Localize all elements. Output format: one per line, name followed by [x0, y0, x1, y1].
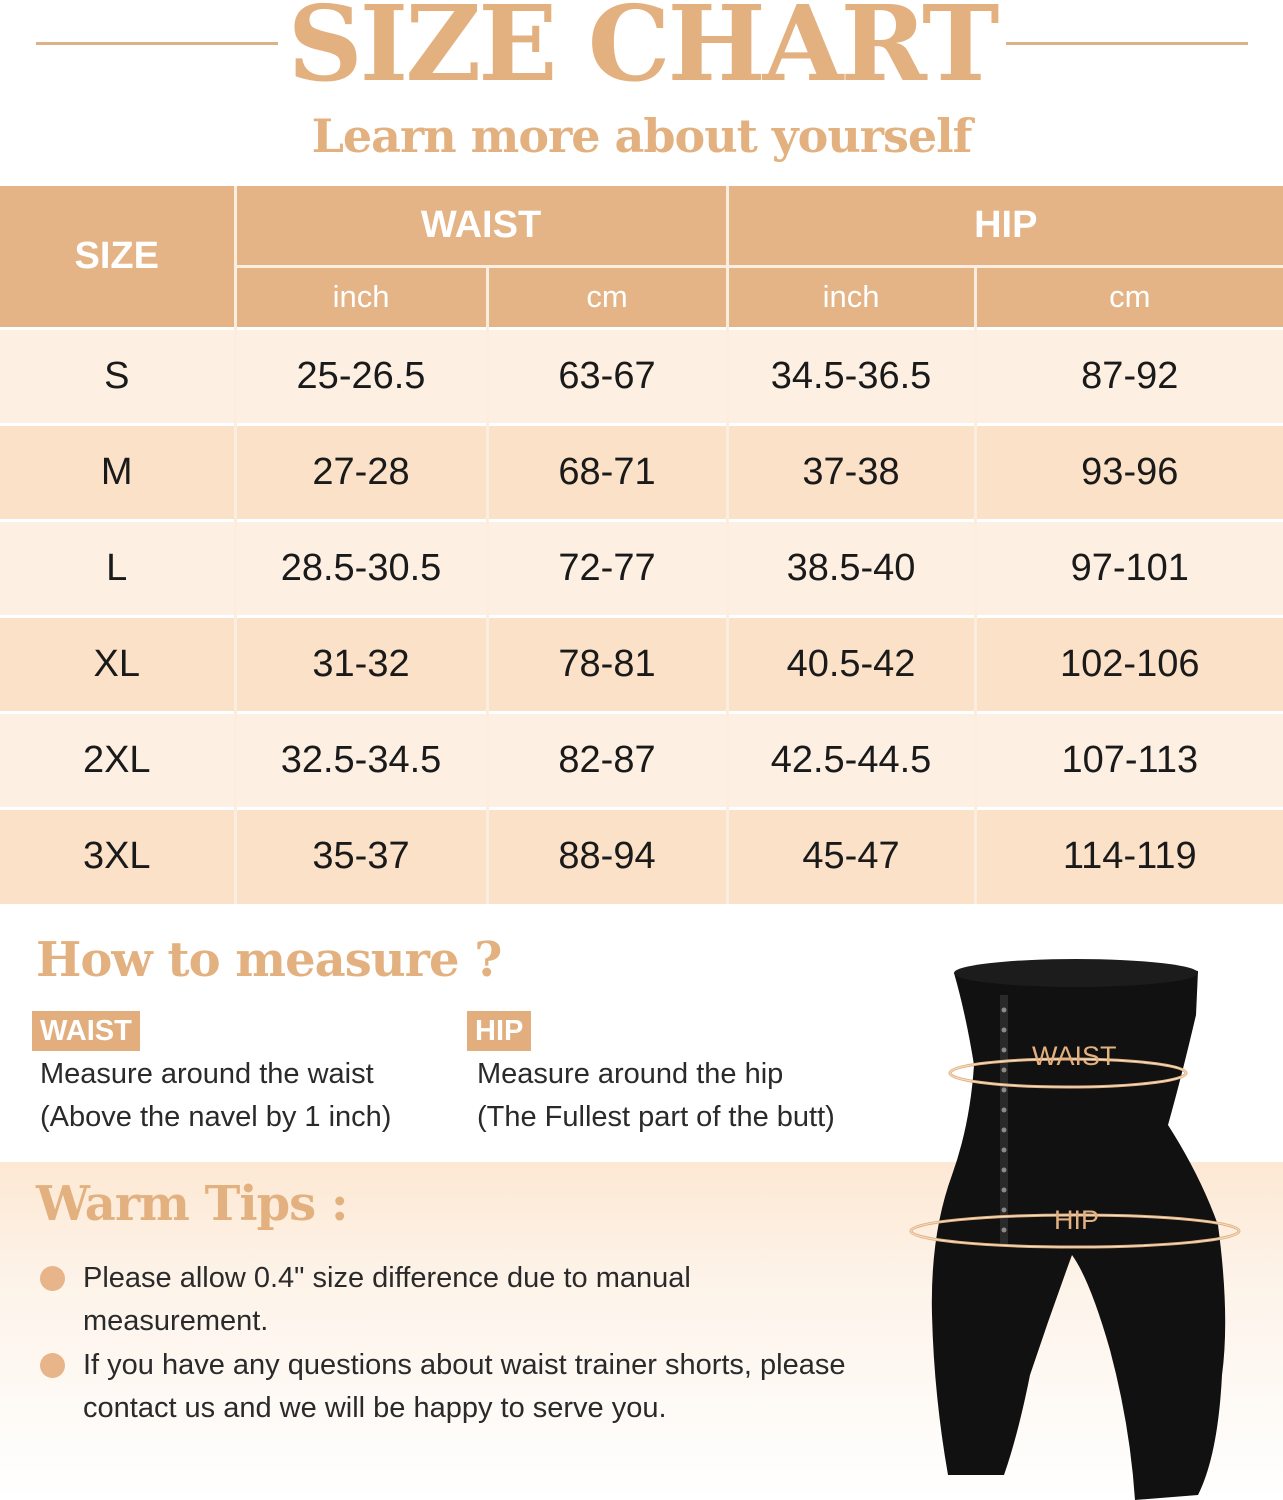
hip-inch-header: inch	[727, 266, 975, 328]
waist-cm-cell: 78-81	[487, 616, 727, 712]
waist-inch-cell: 28.5-30.5	[235, 520, 487, 616]
hip-ring-label: HIP	[1054, 1205, 1100, 1235]
size-cell: M	[0, 424, 235, 520]
waist-cm-cell: 82-87	[487, 712, 727, 808]
hip-instruction-line: Measure around the hip	[477, 1058, 784, 1090]
waist-cm-cell: 63-67	[487, 328, 727, 424]
waist-trainer-shorts-image	[900, 955, 1260, 1500]
title-row	[0, 0, 1283, 105]
hip-inch-cell: 42.5-44.5	[727, 712, 975, 808]
hip-cm-cell: 93-96	[975, 424, 1283, 520]
waist-cm-cell: 88-94	[487, 808, 727, 904]
table-row	[0, 328, 1283, 424]
table-row	[0, 808, 1283, 904]
table-row	[0, 424, 1283, 520]
hip-cm-cell: 102-106	[975, 616, 1283, 712]
waist-tag: WAIST	[32, 1011, 140, 1051]
hip-cm-header: cm	[975, 266, 1283, 328]
hip-cm-cell: 107-113	[975, 712, 1283, 808]
waist-inch-header: inch	[235, 266, 487, 328]
waist-inch-cell: 27-28	[235, 424, 487, 520]
how-to-measure-heading: How to measure ?	[36, 932, 502, 988]
page-subtitle: Learn more about yourself	[311, 109, 972, 163]
tip-text: Please allow 0.4" size difference due to manual measurement.	[83, 1262, 691, 1337]
waist-inch-cell: 31-32	[235, 616, 487, 712]
hip-inch-cell: 45-47	[727, 808, 975, 904]
hip-tag: HIP	[467, 1011, 531, 1051]
hip-instruction-note: (The Fullest part of the butt)	[477, 1101, 835, 1133]
waist-cm-header: cm	[487, 266, 727, 328]
size-cell: XL	[0, 616, 235, 712]
waist-cm-cell: 68-71	[487, 424, 727, 520]
table-row	[0, 616, 1283, 712]
waist-cm-cell: 72-77	[487, 520, 727, 616]
size-cell: S	[0, 328, 235, 424]
size-table	[0, 186, 1283, 904]
waist-instruction-line: Measure around the waist	[40, 1058, 374, 1090]
hip-cm-cell: 114-119	[975, 808, 1283, 904]
size-cell: 3XL	[0, 808, 235, 904]
waist-inch-cell: 35-37	[235, 808, 487, 904]
title-divider-right	[1006, 42, 1248, 45]
warm-tips-heading: Warm Tips :	[36, 1176, 348, 1232]
hip-inch-cell: 34.5-36.5	[727, 328, 975, 424]
hip-inch-cell: 38.5-40	[727, 520, 975, 616]
waist-column-header: WAIST	[235, 186, 727, 266]
hip-inch-cell: 37-38	[727, 424, 975, 520]
table-row	[0, 712, 1283, 808]
size-cell: 2XL	[0, 712, 235, 808]
waist-ring-label: WAIST	[1032, 1041, 1117, 1071]
hip-cm-cell: 87-92	[975, 328, 1283, 424]
bullet-dot-icon	[40, 1266, 65, 1291]
waist-instructions	[40, 1053, 391, 1139]
table-row	[0, 520, 1283, 616]
hip-column-header: HIP	[727, 186, 1283, 266]
tip-text: If you have any questions about waist trainer shorts, please contact us and we will be happy to serve you.	[83, 1349, 846, 1424]
waist-inch-cell: 32.5-34.5	[235, 712, 487, 808]
hip-instructions	[477, 1053, 835, 1139]
size-cell: L	[0, 520, 235, 616]
bullet-dot-icon	[40, 1353, 65, 1378]
waist-inch-cell: 25-26.5	[235, 328, 487, 424]
hip-cm-cell: 97-101	[975, 520, 1283, 616]
title-divider-left	[36, 42, 278, 45]
page-title: SIZE CHART	[287, 0, 997, 105]
waist-instruction-note: (Above the navel by 1 inch)	[40, 1101, 392, 1133]
size-column-header: SIZE	[0, 186, 235, 328]
hip-inch-cell: 40.5-42	[727, 616, 975, 712]
